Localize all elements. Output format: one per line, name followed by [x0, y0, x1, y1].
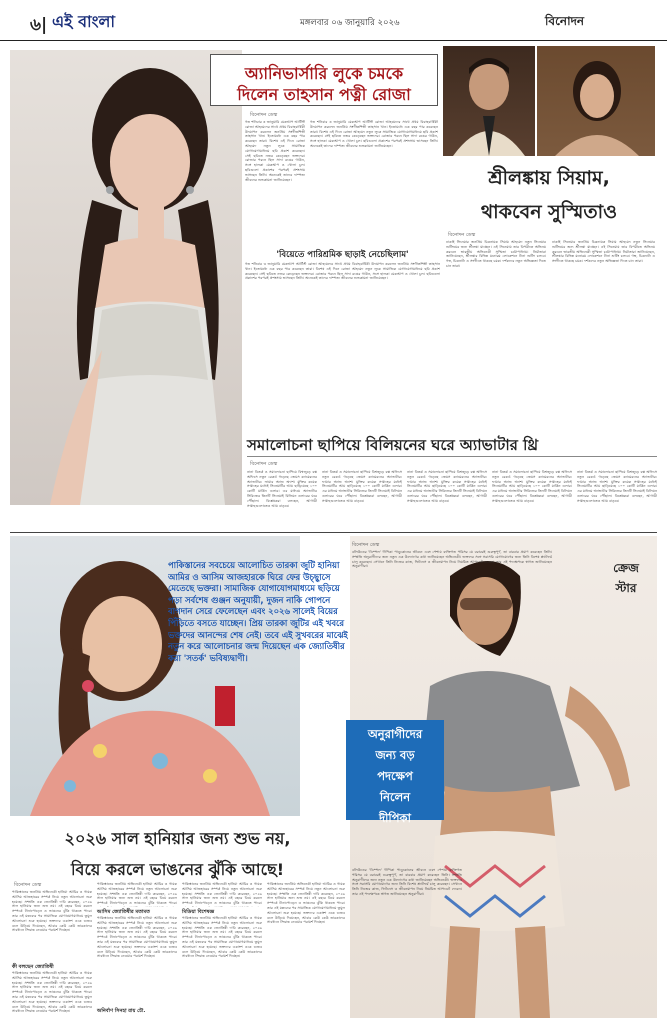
- deepika-headline-box: [346, 720, 444, 825]
- roza-photo: [10, 50, 242, 505]
- hania-body-col4: পাকিস্তানের জনপ্রিয় অভিনেত্রী হানিয়া আমির ও গায়ক আসিম আজহারের সম্পর্ক নিয়ে নতুন আলোচনা শুরু হয়েছে। সম্প্রতি এক জ্যোতিষী দাবি করেছেন, ২০২৬ সাল হানিয়ার জন্য শুভ নয়। এই বছরে বিয়ে করলে সম্পর্কে টানাপোড়েন ও ভাঙনের ঝুঁকি থাকতে পারে। তার এই মন্তব্যের পর সামাজিক যোগাযোগমাধ্যমে তুমুল আলোচনা শুরু হয়েছে। ভক্তদের একাংশ একে গুজব বলে উড়িয়ে দিয়েছেন, আবার কেউ কেউ তারকাদের সাবধানে সিদ্ধান্ত নেওয়ার পরামর্শ দিচ্ছেন।: [267, 882, 345, 925]
- deepika-body-bottom: বলিউডের 'ডিম্পল' দীপিকা পাড়ুকোনের জীবনে এবং পেশায় ব্যক্তিগত পরিসর যে বরাবরই গুরুত্বপূর্ণ, তা বারবার প্রমাণ করেছেন তিনি। সম্প্রতি অনুরাগীদের জন্য নতুন এক উদ্যোগের কথা জানিয়েছেন অভিনেত্রী। ভক্তদের সঙ্গে সরাসরি যোগাযোগের জন্য তিনি বিশেষ প্ল্যাটফর্ম চালু করেছেন। সেখানে তিনি নিজের কাজ, ফিটনেস ও জীবনযাপন নিয়ে নিয়মিত আপডেট দেবেন। তার এই পদক্ষেপকে স্বাগত জানিয়েছেন অনুরাগীরা।: [352, 868, 462, 896]
- roza-body-lower: গত শনিবার ৩ জানুয়ারি মেকআপ আর্টিস্ট রোজা আহমেদের সাথে প্রথম বিবাহবার্ষিকী উদযাপন করলেন জনপ্রিয় সংগীতশিল্পী তাহসান খান। ইতোমধ্যে এক বছর পার করেছেন তারা। বিশেষ এই দিনে রোজা আহমেদ নতুন লুকে সামাজিক যোগাযোগমাধ্যমে ছবি প্রকাশ করেছেন। সেই ছবিতে নজর কেড়েছেন ভক্তদের। রোজার পরনে ছিল সাদা রঙের গাউন, সঙ্গে হালকা মেকআপ ও খোলা চুল। ছবিগুলো প্রকাশের পরপরই প্রশংসায় ভাসছেন তিনি। অনেকেই তাদের দাম্পত্য জীবনের শুভকামনা জানিয়েছেন।: [245, 262, 440, 281]
- avatar-body-col3: নানা বিতর্ক ও সমালোচনা ছাপিয়ে বিশ্বজুড়ে বক্স অফিসে নতুন রেকর্ড গড়েছে জেমস ক্যামেরনের অ্যাভাটার: ফায়ার অ্যান্ড অ্যাশ। মুক্তির কয়েক সপ্তাহের মধ্যেই সিনেমাটির আয় ছাড়িয়েছে ১০০ কোটি মার্কিন ডলার। এর মাধ্যমে অ্যাভাটার সিরিজের তিনটি সিনেমাই বিলিয়ন ডলারের ঘরে পৌঁছাল। বিশ্লেষকরা বলছেন, আগামী সপ্তাহগুলোতেও আয় বাড়বে।: [407, 470, 487, 503]
- roza-headline-line2: দিলেন তাহসান পত্নী রোজা: [237, 85, 411, 104]
- page-number: ৬|: [30, 15, 48, 35]
- roza-body-col1: গত শনিবার ৩ জানুয়ারি মেকআপ আর্টিস্ট রোজা আহমেদের সাথে প্রথম বিবাহবার্ষিকী উদযাপন করলেন জনপ্রিয় সংগীতশিল্পী তাহসান খান। ইতোমধ্যে এক বছর পার করেছেন তারা। বিশেষ এই দিনে রোজা আহমেদ নতুন লুকে সামাজিক যোগাযোগমাধ্যমে ছবি প্রকাশ করেছেন। সেই ছবিতে নজর কেড়েছেন ভক্তদের। রোজার পরনে ছিল সাদা রঙের গাউন, সঙ্গে হালকা মেকআপ ও খোলা চুল। ছবিগুলো প্রকাশের পরপরই প্রশংসায় ভাসছেন তিনি। অনেকেই তাদের দাম্পত্য জীবনের শুভকামনা জানিয়েছেন।: [245, 120, 305, 182]
- deepika-headline-line5: দীপিকা: [379, 811, 411, 825]
- hania-subhead2: আসিম জ্যোতিষীর মতামত: [97, 909, 150, 915]
- avatar-body-col5: নানা বিতর্ক ও সমালোচনা ছাপিয়ে বিশ্বজুড়ে বক্স অফিসে নতুন রেকর্ড গড়েছে জেমস ক্যামেরনের অ্যাভাটার: ফায়ার অ্যান্ড অ্যাশ। মুক্তির কয়েক সপ্তাহের মধ্যেই সিনেমাটির আয় ছাড়িয়েছে ১০০ কোটি মার্কিন ডলার। এর মাধ্যমে অ্যাভাটার সিরিজের তিনটি সিনেমাই বিলিয়ন ডলারের ঘরে পৌঁছাল। বিশ্লেষকরা বলছেন, আগামী সপ্তাহগুলোতেও আয় বাড়বে।: [577, 470, 657, 503]
- siam-body-col2: ঢাকাই সিনেমার জনপ্রিয় চিত্রনায়ক সিয়াম আহমেদ নতুন সিনেমার শুটিংয়ের জন্য শ্রীলঙ্কা যাচ্ছেন। এই সিনেমায় তার বিপরীতে অভিনয় করবেন ভারতীয় অভিনেত্রী সুস্মিতা চট্টোপাধ্যায়। নির্মাতারা জানিয়েছেন, শ্রীলঙ্কার বিভিন্ন মনোরম লোকেশনে টানা শুটিং চলবে। গল্প, চিত্রনাট্য ও সংগীতে থাকছে চমক। দর্শকদের নতুন অভিজ্ঞতা দিতে চান তারা।: [552, 240, 655, 264]
- siam-photo: [443, 46, 535, 156]
- siam-headline-line2: থাকবেন সুস্মিতাও: [480, 201, 618, 223]
- hania-body-col3b: পাকিস্তানের জনপ্রিয় অভিনেত্রী হানিয়া আমির ও গায়ক আসিম আজহারের সম্পর্ক নিয়ে নতুন আলোচনা শুরু হয়েছে। সম্প্রতি এক জ্যোতিষী দাবি করেছেন, ২০২৬ সাল হানিয়ার জন্য শুভ নয়। এই বছরে বিয়ে করলে সম্পর্কে টানাপোড়েন ও ভাঙনের ঝুঁকি থাকতে পারে। তার এই মন্তব্যের পর সামাজিক যোগাযোগমাধ্যমে তুমুল আলোচনা শুরু হয়েছে। ভক্তদের একাংশ একে গুজব বলে উড়িয়ে দিয়েছেন, আবার কেউ কেউ তারকাদের সাবধানে সিদ্ধান্ত নেওয়ার পরামর্শ দিচ্ছেন।: [182, 916, 262, 959]
- section-divider: [10, 532, 657, 533]
- deepika-headline-line4: নিলেন: [379, 790, 411, 804]
- siam-headline: [443, 164, 655, 224]
- hania-headline-line1: ২০২৬ সাল হানিয়ার জন্য শুভ নয়,: [64, 829, 291, 848]
- hania-subhead3: মিডিয়া বিশেষজ্ঞ: [182, 909, 215, 915]
- roza-body-col2: গত শনিবার ৩ জানুয়ারি মেকআপ আর্টিস্ট রোজা আহমেদের সাথে প্রথম বিবাহবার্ষিকী উদযাপন করলেন জনপ্রিয় সংগীতশিল্পী তাহসান খান। ইতোমধ্যে এক বছর পার করেছেন তারা। বিশেষ এই দিনে রোজা আহমেদ নতুন লুকে সামাজিক যোগাযোগমাধ্যমে ছবি প্রকাশ করেছেন। সেই ছবিতে নজর কেড়েছেন ভক্তদের। রোজার পরনে ছিল সাদা রঙের গাউন, সঙ্গে হালকা মেকআপ ও খোলা চুল। ছবিগুলো প্রকাশের পরপরই প্রশংসায় ভাসছেন তিনি। অনেকেই তাদের দাম্পত্য জীবনের শুভকামনা জানিয়েছেন।: [310, 120, 438, 148]
- deepika-tag: [606, 560, 646, 600]
- deepika-tag-line2: স্টার: [615, 581, 637, 595]
- hania-body-col1: পাকিস্তানের জনপ্রিয় অভিনেত্রী হানিয়া আমির ও গায়ক আসিম আজহারের সম্পর্ক নিয়ে নতুন আলোচনা শুরু হয়েছে। সম্প্রতি এক জ্যোতিষী দাবি করেছেন, ২০২৬ সাল হানিয়ার জন্য শুভ নয়। এই বছরে বিয়ে করলে সম্পর্কে টানাপোড়েন ও ভাঙনের ঝুঁকি থাকতে পারে। তার এই মন্তব্যের পর সামাজিক যোগাযোগমাধ্যমে তুমুল আলোচনা শুরু হয়েছে। ভক্তদের একাংশ একে গুজব বলে উড়িয়ে দিয়েছেন, আবার কেউ কেউ তারকাদের সাবধানে সিদ্ধান্ত নেওয়ার পরামর্শ দিচ্ছেন।: [12, 890, 92, 933]
- deepika-body-top: বলিউডের 'ডিম্পল' দীপিকা পাড়ুকোনের জীবনে এবং পেশায় ব্যক্তিগত পরিসর যে বরাবরই গুরুত্বপূর্ণ, তা বারবার প্রমাণ করেছেন তিনি। সম্প্রতি অনুরাগীদের জন্য নতুন এক উদ্যোগের কথা জানিয়েছেন অভিনেত্রী। ভক্তদের সঙ্গে সরাসরি যোগাযোগের জন্য তিনি বিশেষ প্ল্যাটফর্ম চালু করেছেন। সেখানে তিনি নিজের কাজ, ফিটনেস ও জীবনযাপন নিয়ে নিয়মিত আপডেট দেবেন। তার এই পদক্ষেপকে স্বাগত জানিয়েছেন অনুরাগীরা।: [352, 550, 552, 569]
- page-header: [0, 0, 667, 41]
- hania-callout: পাকিস্তানের সবচেয়ে আলোচিত তারকা জুটি হানিয়া আমির ও আসিম আজহারকে ঘিরে ফের উচ্ছ্বাসে মেতেছে ভক্তরা। সামাজিক যোগাযোগমাধ্যমে ছড়িয়ে পড়া সর্বশেষ গুঞ্জন অনুযায়ী, দুজন নাকি গোপনে বাগদান সেরে ফেলেছেন এবং ২০২৬ সালেই বিয়ের পিঁড়িতে বসতে যাচ্ছেন। প্রিয় তারকা জুটির এই খবরে ভক্তদের আনন্দের শেষ নেই। তবে এই সুখবরের মাঝেই নতুন করে আলোচনার জন্ম দিয়েছেন এক জ্যোতিষীর করা 'সতর্ক' ভবিষ্যদ্বাণী।: [168, 560, 348, 663]
- deepika-byline: বিনোদন ডেস্ক: [352, 542, 380, 548]
- hania-credit: অনির্বাণ সিনহা রায় চৌ.: [97, 1008, 146, 1014]
- avatar-body-col4: নানা বিতর্ক ও সমালোচনা ছাপিয়ে বিশ্বজুড়ে বক্স অফিসে নতুন রেকর্ড গড়েছে জেমস ক্যামেরনের অ্যাভাটার: ফায়ার অ্যান্ড অ্যাশ। মুক্তির কয়েক সপ্তাহের মধ্যেই সিনেমাটির আয় ছাড়িয়েছে ১০০ কোটি মার্কিন ডলার। এর মাধ্যমে অ্যাভাটার সিরিজের তিনটি সিনেমাই বিলিয়ন ডলারের ঘরে পৌঁছাল। বিশ্লেষকরা বলছেন, আগামী সপ্তাহগুলোতেও আয় বাড়বে।: [492, 470, 572, 503]
- hania-body-col2b: পাকিস্তানের জনপ্রিয় অভিনেত্রী হানিয়া আমির ও গায়ক আসিম আজহারের সম্পর্ক নিয়ে নতুন আলোচনা শুরু হয়েছে। সম্প্রতি এক জ্যোতিষী দাবি করেছেন, ২০২৬ সাল হানিয়ার জন্য শুভ নয়। এই বছরে বিয়ে করলে সম্পর্কে টানাপোড়েন ও ভাঙনের ঝুঁকি থাকতে পারে। তার এই মন্তব্যের পর সামাজিক যোগাযোগমাধ্যমে তুমুল আলোচনা শুরু হয়েছে। ভক্তদের একাংশ একে গুজব বলে উড়িয়ে দিয়েছেন, আবার কেউ কেউ তারকাদের সাবধানে সিদ্ধান্ত নেওয়ার পরামর্শ দিচ্ছেন।: [97, 916, 177, 959]
- hania-body-col2: পাকিস্তানের জনপ্রিয় অভিনেত্রী হানিয়া আমির ও গায়ক আসিম আজহারের সম্পর্ক নিয়ে নতুন আলোচনা শুরু হয়েছে। সম্প্রতি এক জ্যোতিষী দাবি করেছেন, ২০২৬ সাল হানিয়ার জন্য শুভ নয়। এই বছরে বিয়ে করলে সম্পর্কে টানাপোড়েন ও ভাঙনের ঝুঁকি থাকতে পারে।: [97, 882, 177, 906]
- siam-body-col1: ঢাকাই সিনেমার জনপ্রিয় চিত্রনায়ক সিয়াম আহমেদ নতুন সিনেমার শুটিংয়ের জন্য শ্রীলঙ্কা যাচ্ছেন। এই সিনেমায় তার বিপরীতে অভিনয় করবেন ভারতীয় অভিনেত্রী সুস্মিতা চট্টোপাধ্যায়। নির্মাতারা জানিয়েছেন, শ্রীলঙ্কার বিভিন্ন মনোরম লোকেশনে টানা শুটিং চলবে। গল্প, চিত্রনাট্য ও সংগীতে থাকছে চমক। দর্শকদের নতুন অভিজ্ঞতা দিতে চান তারা।: [446, 240, 546, 268]
- siam-illustration: [443, 46, 535, 156]
- siam-byline: বিনোদন ডেস্ক: [448, 232, 476, 238]
- roza-byline: বিনোদন ডেস্ক: [250, 112, 278, 118]
- newspaper-logo: এই বাংলা: [52, 12, 116, 31]
- issue-date: মঙ্গলবার ০৬ জানুয়ারি ২০২৬: [300, 18, 400, 28]
- hania-headline: [10, 826, 345, 884]
- deepika-headline-line2: জন্য বড়: [375, 748, 415, 762]
- avatar-headline: সমালোচনা ছাপিয়ে বিলিয়নের ঘরে অ্যাভাটার থ্রি: [247, 436, 539, 454]
- hania-body-col1b: পাকিস্তানের জনপ্রিয় অভিনেত্রী হানিয়া আমির ও গায়ক আসিম আজহারের সম্পর্ক নিয়ে নতুন আলোচনা শুরু হয়েছে। সম্প্রতি এক জ্যোতিষী দাবি করেছেন, ২০২৬ সাল হানিয়ার জন্য শুভ নয়। এই বছরে বিয়ে করলে সম্পর্কে টানাপোড়েন ও ভাঙনের ঝুঁকি থাকতে পারে। তার এই মন্তব্যের পর সামাজিক যোগাযোগমাধ্যমে তুমুল আলোচনা শুরু হয়েছে। ভক্তদের একাংশ একে গুজব বলে উড়িয়ে দিয়েছেন, আবার কেউ কেউ তারকাদের সাবধানে সিদ্ধান্ত নেওয়ার পরামর্শ দিচ্ছেন।: [12, 971, 92, 1014]
- avatar-rule: [247, 456, 657, 457]
- roza-photo-illustration: [10, 50, 242, 505]
- hania-headline-line2: বিয়ে করলে ভাঙনের ঝুঁকি আছে!: [70, 860, 284, 879]
- roza-headline-box: [210, 54, 438, 106]
- avatar-body-col1: নানা বিতর্ক ও সমালোচনা ছাপিয়ে বিশ্বজুড়ে বক্স অফিসে নতুন রেকর্ড গড়েছে জেমস ক্যামেরনের অ্যাভাটার: ফায়ার অ্যান্ড অ্যাশ। মুক্তির কয়েক সপ্তাহের মধ্যেই সিনেমাটির আয় ছাড়িয়েছে ১০০ কোটি মার্কিন ডলার। এর মাধ্যমে অ্যাভাটার সিরিজের তিনটি সিনেমাই বিলিয়ন ডলারের ঘরে পৌঁছাল। বিশ্লেষকরা বলছেন, আগামী সপ্তাহগুলোতেও আয় বাড়বে।: [247, 470, 317, 508]
- susmita-photo: [537, 46, 655, 156]
- deepika-tag-line1: ক্রেজ: [613, 561, 639, 575]
- hania-subhead1: কী বলছেন জ্যোতিষী: [12, 964, 54, 970]
- hania-body-col3: পাকিস্তানের জনপ্রিয় অভিনেত্রী হানিয়া আমির ও গায়ক আসিম আজহারের সম্পর্ক নিয়ে নতুন আলোচনা শুরু হয়েছে। সম্প্রতি এক জ্যোতিষী দাবি করেছেন, ২০২৬ সাল হানিয়ার জন্য শুভ নয়। এই বছরে বিয়ে করলে সম্পর্কে টানাপোড়েন ও ভাঙনের ঝুঁকি থাকতে পারে।: [182, 882, 262, 906]
- susmita-illustration: [537, 46, 655, 156]
- section-name: বিনোদন: [545, 14, 585, 28]
- deepika-headline-line3: পদক্ষেপ: [377, 769, 413, 783]
- avatar-byline: বিনোদন ডেস্ক: [250, 461, 278, 467]
- roza-headline-line1: অ্যানিভার্সারি লুকে চমকে: [244, 64, 404, 83]
- avatar-body-col2: নানা বিতর্ক ও সমালোচনা ছাপিয়ে বিশ্বজুড়ে বক্স অফিসে নতুন রেকর্ড গড়েছে জেমস ক্যামেরনের অ্যাভাটার: ফায়ার অ্যান্ড অ্যাশ। মুক্তির কয়েক সপ্তাহের মধ্যেই সিনেমাটির আয় ছাড়িয়েছে ১০০ কোটি মার্কিন ডলার। এর মাধ্যমে অ্যাভাটার সিরিজের তিনটি সিনেমাই বিলিয়ন ডলারের ঘরে পৌঁছাল। বিশ্লেষকরা বলছেন, আগামী সপ্তাহগুলোতেও আয় বাড়বে।: [322, 470, 402, 503]
- roza-pullquote: 'বিয়েতে পারিশ্রমিক ছাড়াই নেচেছিলাম': [276, 250, 409, 260]
- hania-byline: বিনোদন ডেস্ক: [14, 882, 42, 888]
- deepika-headline-line1: অনুরাগীদের: [367, 727, 423, 741]
- siam-headline-line1: শ্রীলঙ্কায় সিয়াম,: [488, 167, 610, 189]
